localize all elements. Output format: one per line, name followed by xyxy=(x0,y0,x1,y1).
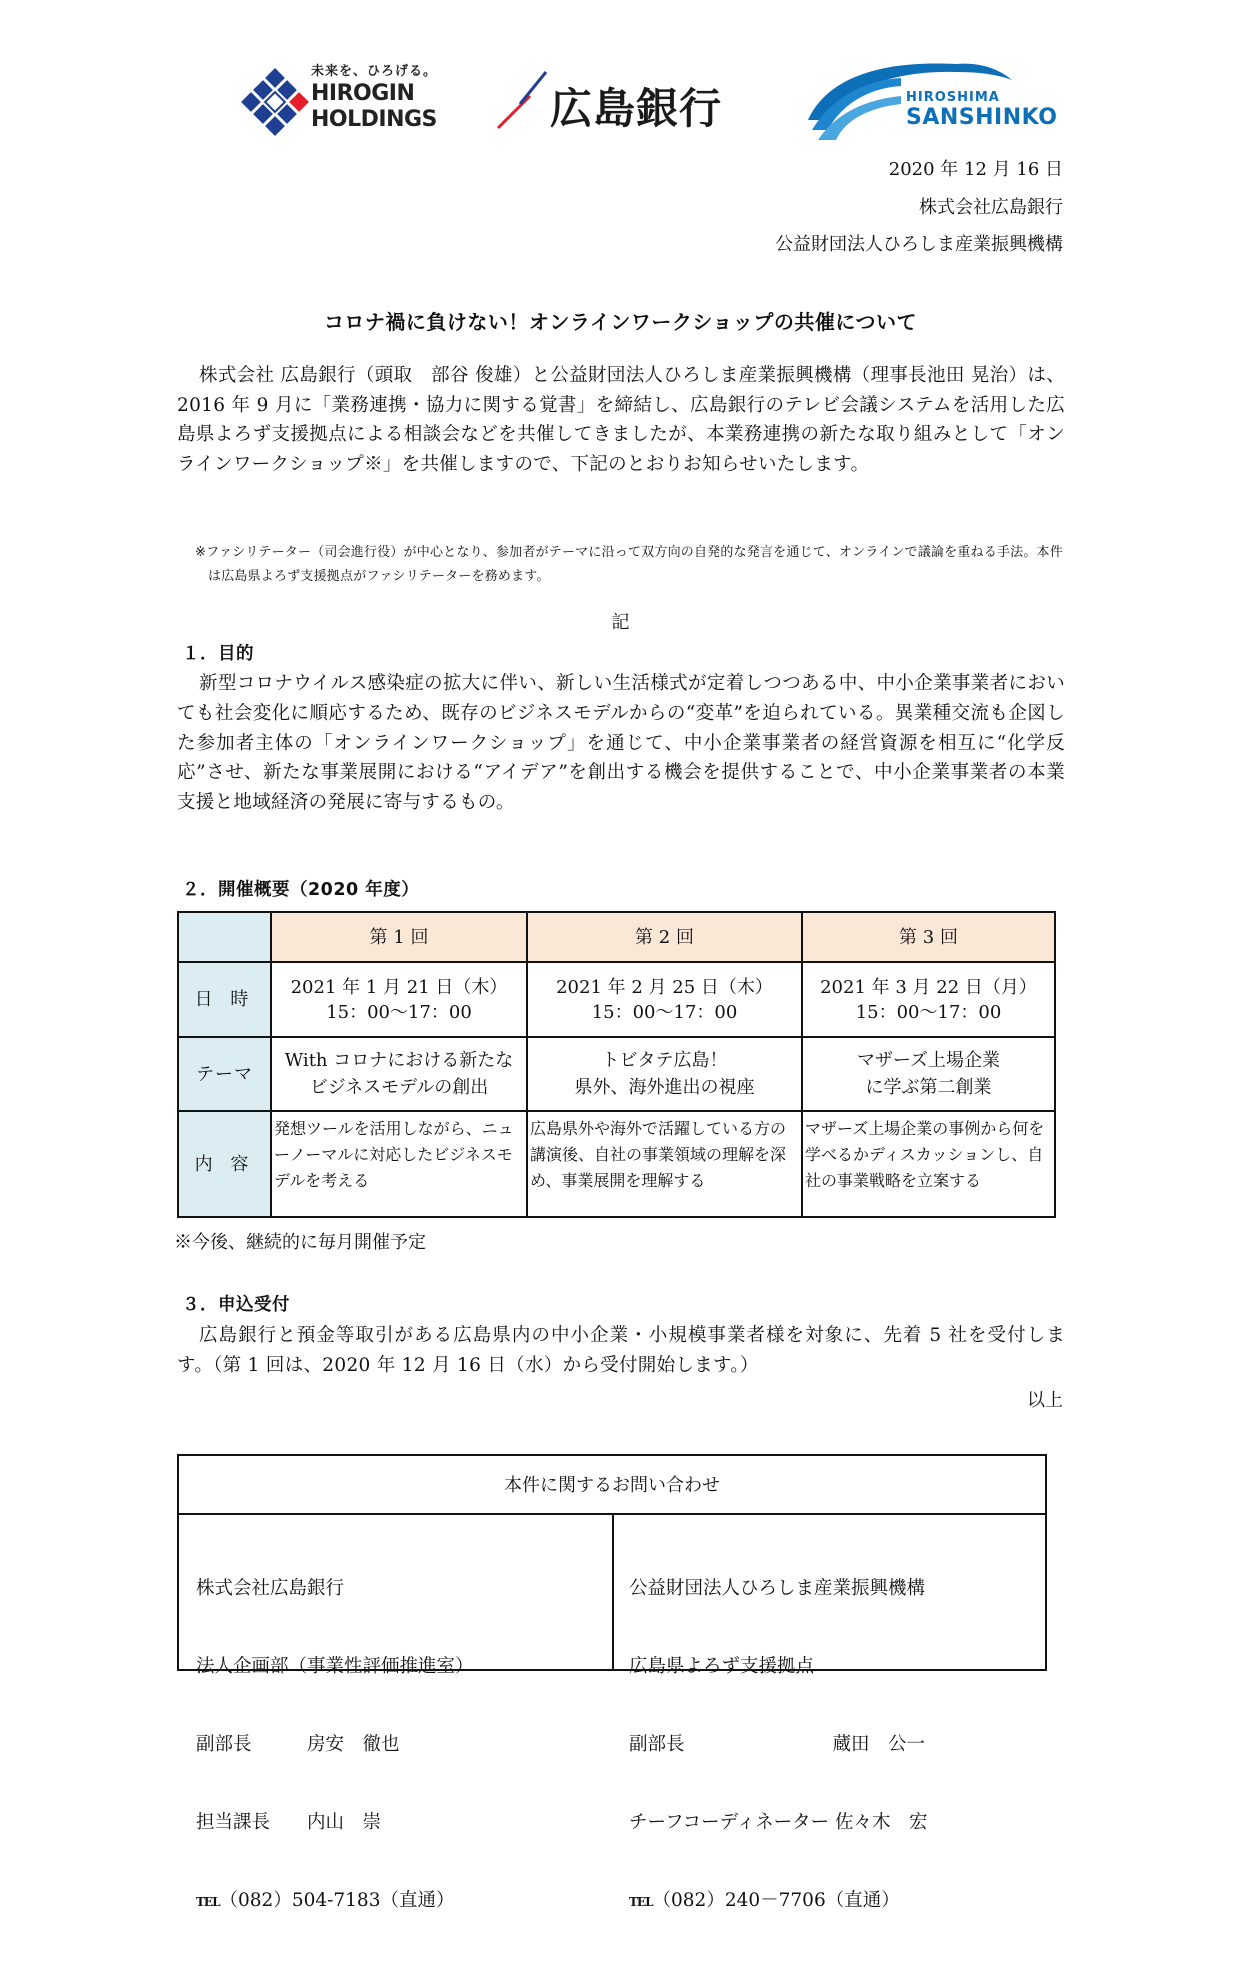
session-2-datetime xyxy=(527,962,802,1037)
contact-bank-person1: 副部長 房安 徹也 xyxy=(196,1734,400,1755)
section-purpose-heading: １．目的 xyxy=(182,644,254,664)
table-corner-cell xyxy=(178,912,271,962)
session-2-time: 15：00～17：00 xyxy=(591,1001,738,1023)
session-2-content: 広島県外や海外で活躍している方の講演後、自社の事業領域の理解を深め、事業展開を理解する xyxy=(527,1111,802,1217)
schedule-table xyxy=(177,911,1056,1218)
hirogin-holdings-logo xyxy=(243,58,448,136)
section-overview-heading: ２．開催概要（2020 年度） xyxy=(182,880,420,900)
contact-bank xyxy=(196,1524,474,1967)
section-application-body: 広島銀行と預金等取引がある広島県内の中小企業・小規模事業者様を対象に、先着 5 社を受付します。（第 1 回は、2020 年 12 月 16 日（水）から受付開始します。） xyxy=(177,1325,1065,1376)
issuer-bank: 株式会社広島銀行 xyxy=(919,197,1063,218)
session-2-date: 2021 年 2 月 25 日（木） xyxy=(556,976,773,998)
tel-label: TEL xyxy=(629,1895,653,1909)
contact-bank-person2: 担当課長 内山 崇 xyxy=(196,1812,382,1833)
session-2-theme-line2: 県外、海外進出の視座 xyxy=(574,1077,755,1098)
ki-mark: 記 xyxy=(611,612,630,633)
contact-heading: 本件に関するお問い合わせ xyxy=(179,1456,1045,1515)
contact-foundation-tel: （082）240－7706（直通） xyxy=(652,1890,900,1911)
facilitator-footnote: ※ファシリテーター（司会進行役）が中心となり、参加者がテーマに沿って双方向の自発的な発言を通じて、オンラインで議論を重ねる手法。本件は広島県よろず支援拠点がファシリテーターを務めます。 xyxy=(195,545,1063,584)
section-application-heading: ３．申込受付 xyxy=(182,1295,290,1315)
bank-slash-icon xyxy=(490,66,550,136)
contact-foundation-person2: チーフコーディネーター 佐々木 宏 xyxy=(629,1812,928,1833)
hirogin-mark-icon xyxy=(243,70,307,134)
session-1-date: 2021 年 1 月 21 日（木） xyxy=(290,976,508,998)
session-1-datetime xyxy=(271,962,527,1037)
contact-foundation xyxy=(629,1524,928,1967)
sanshinko-logo xyxy=(806,50,1058,146)
schedule-note: ※今後、継続的に毎月開催予定 xyxy=(174,1232,426,1253)
intro-paragraph: 株式会社 広島銀行（頭取 部谷 俊雄）と公益財団法人ひろしま産業振興機構（理事長池田 晃治）は、2016 年 9 月に「業務連携・協力に関する覚書」を締結し、広島銀行のテレビ会議システムを活用した広島県よろず支援拠点による相談会などを共催してきましたが、本業務連携の新たな取り組みとして「オンラインワークショップ※」を共催しますので、下記のとおりお知らせいたします。 xyxy=(177,365,1065,475)
session-1-time: 15：00～17：00 xyxy=(326,1001,472,1023)
contact-foundation-tel-line xyxy=(629,1888,928,1915)
session-3-datetime xyxy=(802,962,1055,1037)
row-label-date: 日 時 xyxy=(178,962,271,1037)
issuer-foundation: 公益財団法人ひろしま産業振興機構 xyxy=(775,234,1063,255)
hirogin-name-line1: HIROGIN xyxy=(311,81,415,106)
session-1-theme: With コロナにおける新たなビジネスモデルの創出 xyxy=(271,1037,527,1111)
table-row-content xyxy=(178,1111,1055,1217)
table-row-date xyxy=(178,962,1055,1037)
session-3-theme xyxy=(802,1037,1055,1111)
contact-foundation-org: 公益財団法人ひろしま産業振興機構 xyxy=(629,1578,926,1599)
row-label-content: 内 容 xyxy=(178,1111,271,1217)
hirogin-name-line2: HOLDINGS xyxy=(311,107,437,132)
session-2-theme xyxy=(527,1037,802,1111)
session-1-content: 発想ツールを活用しながら、ニューノーマルに対応したビジネスモデルを考える xyxy=(271,1111,527,1217)
contact-box xyxy=(177,1454,1047,1911)
session-3-date: 2021 年 3 月 22 日（月） xyxy=(820,976,1037,998)
page-title: コロナ禍に負けない！オンラインワークショップの共催について xyxy=(323,310,918,334)
hirogin-tagline: 未来を、ひろげる。 xyxy=(311,64,438,79)
row-label-theme: テーマ xyxy=(178,1037,271,1111)
table-header-row xyxy=(178,912,1055,962)
contact-bank-tel-line xyxy=(196,1888,474,1915)
sanshinko-top-text: HIROSHIMA xyxy=(906,90,1000,105)
column-session-1: 第 1 回 xyxy=(271,912,527,962)
column-session-3: 第 3 回 xyxy=(802,912,1055,962)
table-row-theme xyxy=(178,1037,1055,1111)
hirogin-name xyxy=(311,81,437,133)
tel-label: TEL xyxy=(196,1895,220,1909)
contact-bank-dept: 法人企画部（事業性評価推進室） xyxy=(196,1656,474,1677)
contact-foundation-person1: 副部長 蔵田 公一 xyxy=(629,1734,926,1755)
session-3-theme-line1: マザーズ上場企業 xyxy=(856,1050,1001,1071)
contact-foundation-dept: 広島県よろず支援拠点 xyxy=(629,1656,815,1677)
session-3-theme-line2: に学ぶ第二創業 xyxy=(865,1077,992,1098)
section-purpose-body: 新型コロナウイルス感染症の拡大に伴い、新しい生活様式が定着しつつある中、中小企業事業者においても社会変化に順応するため、既存のビジネスモデルからの“変革”を迫られている。異業種交流も企図した参加者主体の「オンラインワークショップ」を通じて、中小企業事業者の経営資源を相互に“化学反応”させ、新たな事業展開における“アイデア”を創出する機会を提供することで、中小企業事業者の本業支援と地域経済の発展に寄与するもの。 xyxy=(177,673,1065,814)
closing-mark: 以上 xyxy=(1027,1390,1063,1411)
contact-bank-tel: （082）504-7183（直通） xyxy=(219,1890,455,1911)
hiroshima-bank-logo xyxy=(490,66,730,138)
contact-bank-org: 株式会社広島銀行 xyxy=(196,1578,345,1599)
contact-divider xyxy=(612,1515,614,1669)
session-3-time: 15：00～17：00 xyxy=(855,1001,1002,1023)
release-date: 2020 年 12 月 16 日 xyxy=(888,159,1063,180)
sanshinko-name: SANSHINKO xyxy=(906,105,1058,130)
column-session-2: 第 2 回 xyxy=(527,912,802,962)
session-2-theme-line1: トビタテ広島！ xyxy=(601,1050,728,1071)
session-3-content: マザーズ上場企業の事例から何を学べるかディスカッションし、自社の事業戦略を立案する xyxy=(802,1111,1055,1217)
bank-name: 広島銀行 xyxy=(550,84,723,133)
